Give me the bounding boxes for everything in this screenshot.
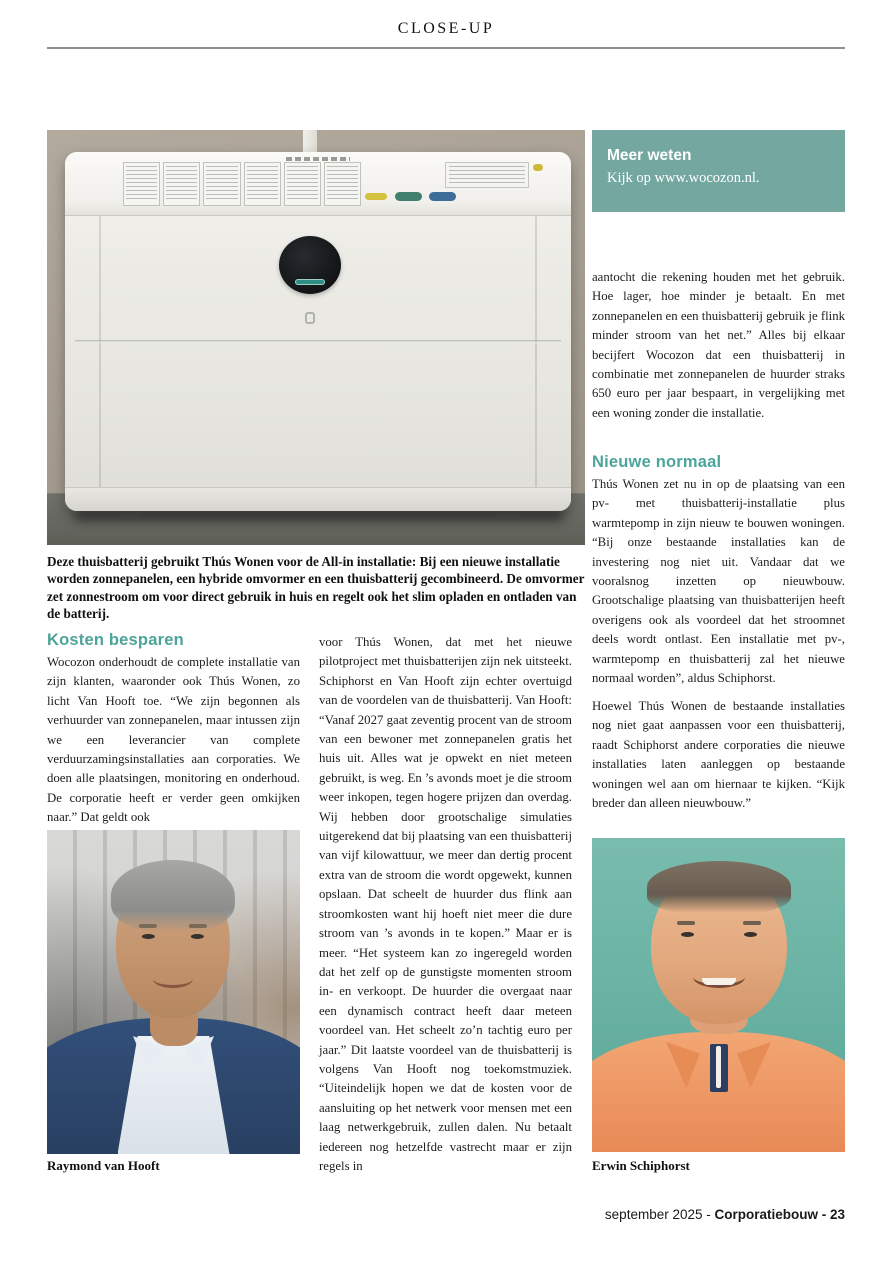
eye: [141, 934, 154, 939]
face: [115, 866, 229, 1018]
polo-placket: [710, 1044, 728, 1092]
portrait-caption-right: Erwin Schiphorst: [592, 1158, 690, 1173]
column-right-paragraph-1: aantocht die rekening houden met het gebruik. Hoe lager, hoe minder je betaalt. En met zonnepanelen en een thuisbatterij gebruik je flink minder stroom van het net.” Alles bij elkaar becijfert Wocozon dat een thuisbatterij in combinatie met zonnepanelen de huurder straks 650 euro per jaar bespaart, in vergelijking met een woning zonder die installatie.: [592, 270, 846, 420]
hair: [110, 860, 234, 932]
footer-issue-date: september 2025 -: [604, 1207, 715, 1222]
eye: [681, 932, 694, 937]
unit-foot: [119, 511, 141, 519]
module-seam: [75, 340, 561, 343]
hair: [647, 861, 791, 913]
battery-photo-caption: Deze thuisbatterij gebruikt Thús Wonen voor de All-in installatie: Bij een nieuwe installatie worden zonnepanelen, een hybride omvormer en een thuisbatterij gecombineerd. De omvormer zet zonnestroom om voor direct gebruik in huis en regelt ook het slim opladen en ontladen van de batterij.: [47, 554, 585, 622]
spec-label-right: [445, 162, 529, 188]
eye: [190, 934, 203, 939]
label-dot-teal: [395, 192, 422, 201]
info-box: [592, 130, 845, 212]
unit-base: [65, 487, 571, 511]
column-middle-paragraph: voor Thús Wonen, dat met het nieuwe pilotproject met thuisbatterijen zijn nek uitsteekt. Schiphorst en Van Hooft zijn echter overtuigd van de voordelen van de thuisbatterij. Van Hooft: “Vanaf 2027 gaat zeventig procent van de stroom van een bewoner met zonnepanelen gratis het huis uit. Alles wat je opwekt en niet meteen gebruikt, is weg. En ’s avonds moet je die stroom weer inkopen, tegen hogere prijzen dan overdag. Wij hebben door grootschalige simulaties uitgerekend dat bij plaatsing van een thuisbatterij van vijf kilowattuur, we meer dan dertig procent extra van de stroom die wordt opgewekt, kunnen opslaan. Dat scheelt de huurder dus flink aan stroomkosten want hij hoeft niet meer die dure stroom van ’s avonds in te kopen.” Maar er is meer. “Het systeem kan zo ingeregeld worden dat het zelf op de gunstigste momenten stroom in- en verkoopt. De huurder die overgaat naar een dynamisch contract heeft daar meteen voordeel van. Het scheelt zo’n tachtig euro per jaar.” Dit laatste voordeel van de thuisbatterij is volgens Van Hooft nog toekomstmuziek. “Uiteindelijk hopen we dat de kosten voor de aansluiting op het netwerk voor mensen met een laag netwerkgebruik, zullen dalen. Nu betaalt iedereen nog hetzelfde vastrecht maar er zijn regels in: [319, 635, 572, 1173]
column-right-paragraph-2: Thús Wonen zet nu in op de plaatsing van een pv- met thuisbatterij-installatie plus warmtepomp in zijn nieuw te bouwen woningen. “Bij onze bestaande installaties kan de investering nog niet uit. Vandaar dat we vooralsnog inzetten op nieuwbouw. Grootschalige plaatsing van thuisbatterijen heeft overigens ook als voordeel dat het stroomnet deels wordt ontlast. Een installatie met pv-, warmtepomp en thuisbatterij zal het nieuwe normaal worden”, aldus Schiphorst.: [592, 477, 845, 686]
unit-foot: [497, 511, 519, 519]
eye: [744, 932, 757, 937]
column-right-paragraph-3: Hoewel Thús Wonen de bestaande installaties nog niet gaat aanpassen voor een thuisbatterij, raadt Schiphorst andere corporaties die nieuwe installaties laten aanleggen op bestaande woningen wel aan om hiernaar te kijken. “Kijk breder dan alleen nieuwbouw.”: [592, 699, 845, 811]
info-box-title: Meer weten: [607, 147, 692, 164]
unit-top-face: [65, 152, 571, 216]
label-dot-corner: [533, 164, 543, 171]
page-header-title: CLOSE-UP: [397, 20, 495, 37]
teeth: [702, 978, 736, 985]
section-heading-nieuwe-normaal: Nieuwe normaal: [592, 453, 722, 471]
spec-labels: [123, 162, 361, 206]
page-footer: [605, 1207, 845, 1222]
header-rule: [47, 47, 845, 49]
battery-display: [279, 236, 341, 294]
portrait-raymond-van-hooft: [47, 830, 300, 1154]
panel-seam: [99, 216, 101, 511]
smile: [152, 970, 192, 988]
battery-photo: [47, 130, 585, 545]
touch-button-icon: [305, 312, 315, 324]
portrait-erwin-schiphorst: [592, 838, 845, 1152]
column-left-paragraph: Wocozon onderhoudt de complete installatie van zijn klanten, waaronder ook Thús Wonen, zo licht Van Hooft toe. “We zijn begonnen als verhuurder van zonnepanelen, maar intussen zijn we een leverancier van complete verduurzamingsinstallaties aan corporaties. We doen alle plaatsingen, monitoring en onderhoud. De corporatie heeft er verder geen omkijken naar.” Dat geldt ook: [47, 655, 300, 825]
section-heading-kosten-besparen: Kosten besparen: [47, 631, 184, 649]
info-box-url: Kijk op www.wocozon.nl.: [607, 170, 760, 186]
label-dot-yellow: [365, 193, 387, 200]
home-battery-unit: [65, 152, 571, 511]
portrait-caption-left: Raymond van Hooft: [47, 1158, 160, 1173]
face: [651, 866, 787, 1024]
panel-seam: [535, 216, 537, 511]
label-dot-blue: [429, 192, 456, 201]
display-brand-badge: [295, 279, 325, 285]
brand-mark: [286, 157, 350, 161]
footer-magazine-page-number: Corporatiebouw - 23: [714, 1207, 845, 1222]
